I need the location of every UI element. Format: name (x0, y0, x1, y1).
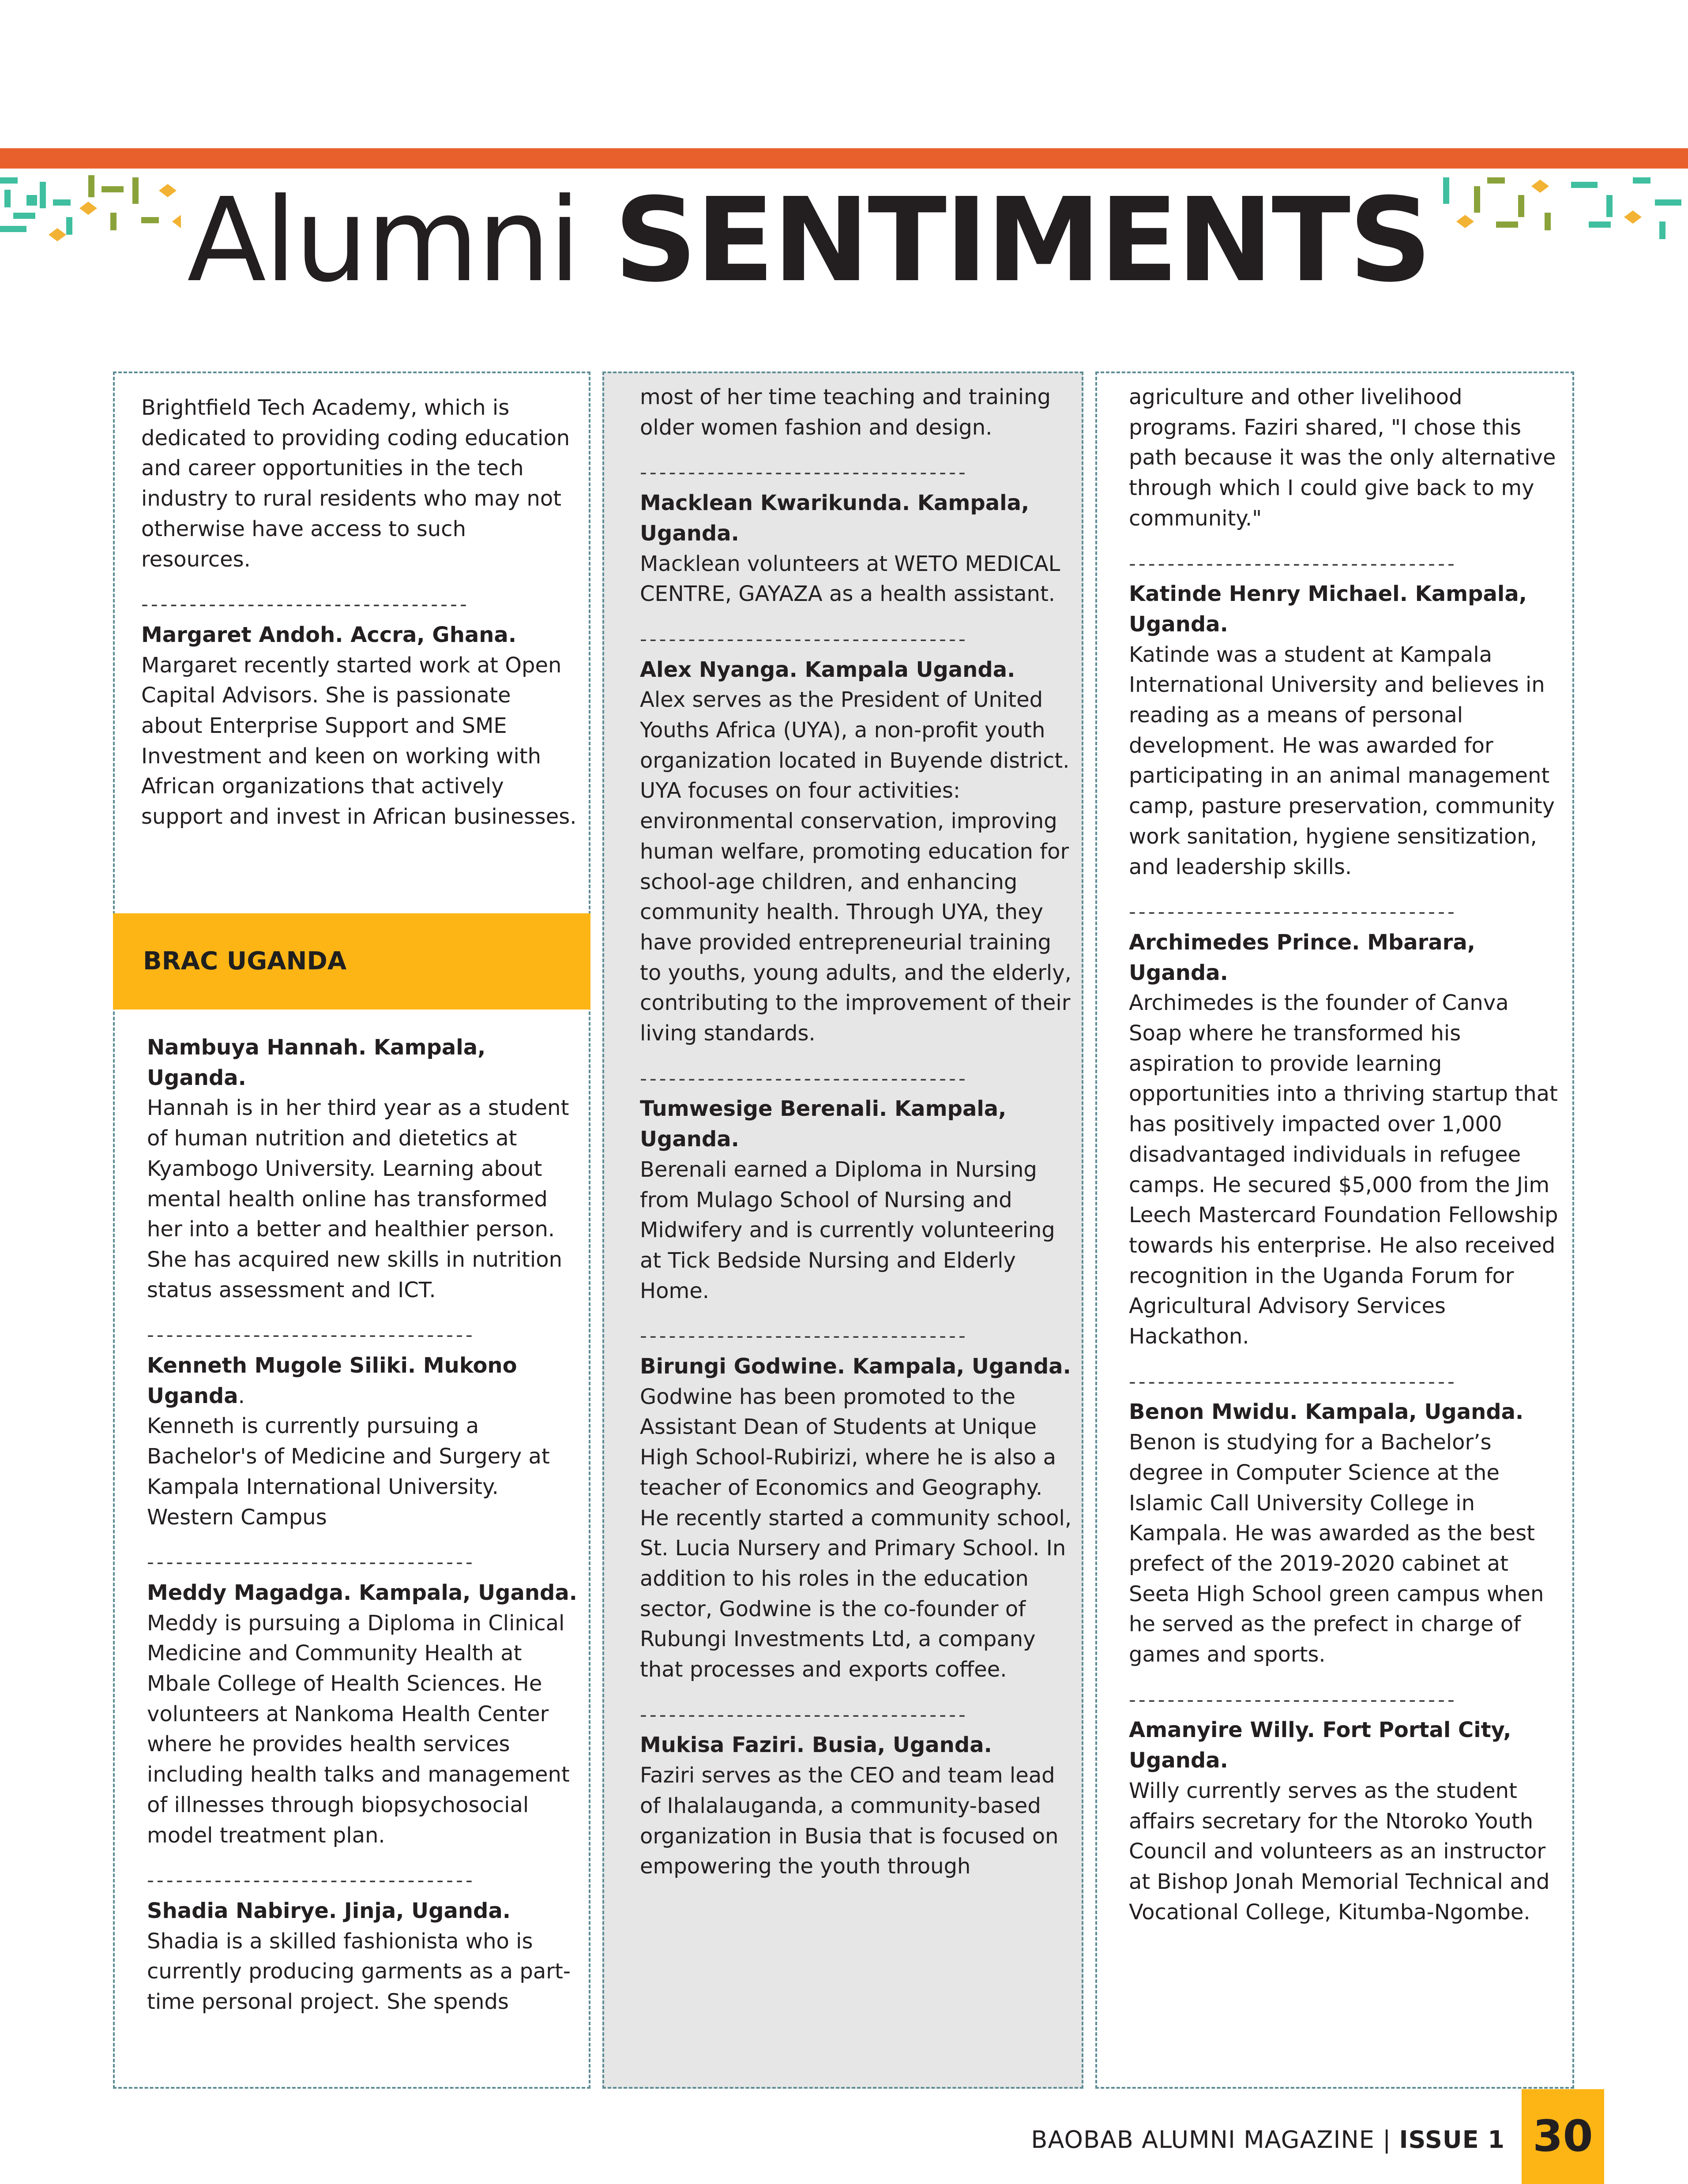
page-title (181, 174, 1436, 307)
profile-body: Macklean volunteers at WETO MEDICAL CENTRE, GAYAZA as a health assistant. (640, 551, 1060, 607)
footer-divider: | (1383, 2126, 1391, 2154)
title-bold: SENTIMENTS (614, 173, 1430, 308)
profile-body: Benon is studying for a Bachelor’s degree in Computer Science at the Islamic Call University College in Kampala. He was awarded as the best prefect of the 2019-2020 cabinet at Seeta High School green campus when he served as the prefect in charge of games and sports. (1129, 1430, 1544, 1667)
footer-magazine-name: BAOBAB ALUMNI MAGAZINE (1031, 2126, 1375, 2154)
separator: ---------------------------------- (147, 1869, 475, 1892)
profile-name: Tumwesige Berenali. Kampala, Uganda. (640, 1096, 1007, 1152)
profile-body: Godwine has been promoted to the Assistant Dean of Students at Unique High School-Rubirizi, where he is also a teacher of Economics and Geography. He recently started a community school, St. Lucia Nursery and Primary School. In addition to his roles in the education sector, Godwine is the co-founder of Rubungi Investments Ltd, a company that processes and exports coffee. (640, 1384, 1072, 1682)
intro-paragraph: Brightfield Tech Academy, which is dedicated to providing coding education and career opportunities in the tech industry to rural residents who may not otherwise have access to such resources. (141, 395, 570, 572)
profile-name: Meddy Magadga. Kampala, Uganda. (147, 1580, 578, 1605)
page-number: 30 (1522, 2089, 1604, 2184)
separator: ---------------------------------- (640, 461, 968, 484)
profile-body: Katinde was a student at Kampala International University and believes in reading as a means of personal development. He was awarded for participating in an animal management camp, pasture preservation, community work sanitation, hygiene sensitization, and leadership skills. (1129, 642, 1555, 879)
continued-paragraph: agriculture and other livelihood programs. Faziri shared, "I chose this path because it was the only alternative through which I could give back to my community." (1129, 385, 1556, 531)
profile-name: Margaret Andoh. Accra, Ghana. (141, 622, 517, 647)
footer-issue: ISSUE 1 (1399, 2126, 1505, 2154)
separator: ---------------------------------- (640, 1703, 968, 1726)
column-2-content (640, 382, 1077, 1882)
profile-name: Birungi Godwine. Kampala, Uganda. (640, 1354, 1071, 1379)
continued-paragraph: most of her time teaching and training older women fashion and design. (640, 385, 1051, 440)
section-heading-brac: BRAC UGANDA (113, 913, 590, 1009)
profile-body: Berenali earned a Diploma in Nursing from Mulago School of Nursing and Midwifery and is currently volunteering at Tick Bedside Nursing and Elderly Home. (640, 1157, 1055, 1303)
profile-name-period: . (238, 1383, 245, 1408)
column-1-bottom (147, 1032, 579, 2017)
profile-name: Mukisa Faziri. Busia, Uganda. (640, 1733, 992, 1758)
profile-name: Benon Mwidu. Kampala, Uganda. (1129, 1400, 1524, 1425)
profile-body: Hannah is in her third year as a student of human nutrition and dietetics at Kyambogo University. Learning about mental health online has transformed her into a better and healthier person. She has acquired new skills in nutrition status assessment and ICT. (147, 1096, 569, 1302)
separator: ---------------------------------- (640, 1067, 968, 1090)
profile-body: Alex serves as the President of United Youths Africa (UYA), a non-profit youth organization located in Buyende district. UYA focuses on four activities: environmental conservation, improving human welfare, promoting education for school-age children, and enhancing community health. Through UYA, they have provided entrepreneurial training to youths, young adults, and the elderly, contributing to the improvement of their living standards. (640, 687, 1071, 1046)
profile-name: Katinde Henry Michael. Kampala, Uganda. (1129, 582, 1527, 637)
profile-body: Margaret recently started work at Open Capital Advisors. She is passionate about Enterprise Support and SME Investment and keen on working with African organizations that actively support and invest in African businesses. (141, 653, 577, 829)
profile-name: Macklean Kwarikunda. Kampala, Uganda. (640, 491, 1030, 546)
profile-name: Archimedes Prince. Mbarara, Uganda. (1129, 930, 1475, 985)
column-1-top (141, 393, 578, 832)
column-3-content (1129, 382, 1566, 1927)
profile-body: Meddy is pursuing a Diploma in Clinical Medicine and Community Health at Mbale College of Health Sciences. He volunteers at Nankoma Health Center where he provides health services including health talks and management of illnesses through biopsychosocial model treatment plan. (147, 1610, 570, 1848)
footer-magazine-line (971, 2113, 1505, 2166)
title-light: Alumni (187, 173, 579, 308)
separator: ---------------------------------- (1129, 1370, 1457, 1393)
decorative-pattern-left (0, 169, 194, 248)
separator: ---------------------------------- (141, 593, 470, 616)
separator: ---------------------------------- (640, 1325, 968, 1347)
header-color-bar (0, 148, 1688, 169)
profile-name: Shadia Nabirye. Jinja, Uganda. (147, 1898, 511, 1923)
profile-body: Shadia is a skilled fashionista who is currently producing garments as a part-time personal project. She spends (147, 1929, 571, 2015)
profile-body: Archimedes is the founder of Canva Soap where he transformed his aspiration to provide learning opportunities into a thriving startup that has positively impacted over 1,000 disadvantaged individuals in refugee camps. He secured $5,000 from the Jim Leech Mastercard Foundation Fellowship towards his enterprise. He also received recognition in the Uganda Forum for Agricultural Advisory Services Hackathon. (1129, 991, 1558, 1349)
separator: ---------------------------------- (147, 1324, 475, 1347)
separator: ---------------------------------- (640, 627, 968, 650)
separator: ---------------------------------- (1129, 1688, 1457, 1711)
separator: ---------------------------------- (1129, 552, 1457, 575)
profile-body: Faziri serves as the CEO and team lead of Ihalalauganda, a community-based organization in Busia that is focused on empowering the youth through (640, 1763, 1059, 1879)
profile-body: Kenneth is currently pursuing a Bachelor's of Medicine and Surgery at Kampala International University. Western Campus (147, 1414, 550, 1530)
profile-name: Amanyire Willy. Fort Portal City, Uganda. (1129, 1718, 1511, 1773)
profile-body: Willy currently serves as the student affairs secretary for the Ntoroko Youth Council and volunteers as an instructor at Bishop Jonah Memorial Technical and Vocational College, Kitumba-Ngombe. (1129, 1778, 1550, 1925)
profile-name: Kenneth Mugole Siliki. Mukono Uganda (147, 1353, 517, 1408)
separator: ---------------------------------- (147, 1551, 475, 1574)
profile-name: Alex Nyanga. Kampala Uganda. (640, 657, 1015, 682)
separator: ---------------------------------- (1129, 901, 1457, 923)
profile-name: Nambuya Hannah. Kampala, Uganda. (147, 1035, 486, 1090)
